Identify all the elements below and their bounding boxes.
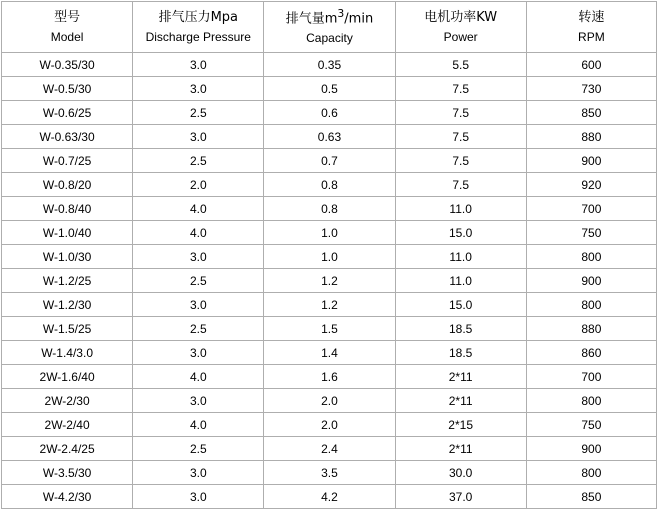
cell-capacity: 4.2 xyxy=(264,485,395,509)
cell-power: 37.0 xyxy=(395,485,526,509)
cell-rpm: 700 xyxy=(526,365,656,389)
cell-model: W-0.7/25 xyxy=(2,149,133,173)
cell-rpm: 600 xyxy=(526,53,656,77)
cell-rpm: 800 xyxy=(526,245,656,269)
cell-power: 11.0 xyxy=(395,269,526,293)
cell-capacity: 1.0 xyxy=(264,245,395,269)
column-header-capacity-cn xyxy=(266,7,392,28)
cell-discharge-pressure: 3.0 xyxy=(133,341,264,365)
cell-power: 7.5 xyxy=(395,149,526,173)
cell-model: W-1.2/30 xyxy=(2,293,133,317)
table-row xyxy=(2,125,657,149)
table-row xyxy=(2,269,657,293)
table-row xyxy=(2,221,657,245)
cell-capacity: 0.6 xyxy=(264,101,395,125)
cell-power: 2*15 xyxy=(395,413,526,437)
cell-power: 7.5 xyxy=(395,77,526,101)
cell-power: 18.5 xyxy=(395,317,526,341)
cell-capacity: 2.0 xyxy=(264,413,395,437)
cell-model: W-3.5/30 xyxy=(2,461,133,485)
cell-model: 2W-2/40 xyxy=(2,413,133,437)
cell-power: 2*11 xyxy=(395,365,526,389)
cell-discharge-pressure: 4.0 xyxy=(133,413,264,437)
cell-discharge-pressure: 2.5 xyxy=(133,149,264,173)
cell-discharge-pressure: 2.5 xyxy=(133,101,264,125)
cell-rpm: 880 xyxy=(526,125,656,149)
cell-discharge-pressure: 2.5 xyxy=(133,269,264,293)
cell-model: W-0.6/25 xyxy=(2,101,133,125)
column-header-discharge-pressure-en: Discharge Pressure xyxy=(145,29,251,44)
capacity-cn-prefix: 排气量m xyxy=(285,11,338,27)
column-header-capacity xyxy=(264,2,395,53)
cell-capacity: 2.4 xyxy=(264,437,395,461)
column-header-capacity-en: Capacity xyxy=(306,31,353,46)
table-row xyxy=(2,317,657,341)
capacity-cn-superscript: 3 xyxy=(337,7,345,21)
table-row xyxy=(2,245,657,269)
cell-rpm: 750 xyxy=(526,413,656,437)
table-row xyxy=(2,77,657,101)
cell-model: W-1.0/40 xyxy=(2,221,133,245)
cell-capacity: 0.8 xyxy=(264,173,395,197)
cell-power: 2*11 xyxy=(395,389,526,413)
cell-discharge-pressure: 4.0 xyxy=(133,197,264,221)
cell-model: W-0.8/40 xyxy=(2,197,133,221)
cell-discharge-pressure: 2.5 xyxy=(133,437,264,461)
cell-model: W-0.5/30 xyxy=(2,77,133,101)
cell-rpm: 800 xyxy=(526,389,656,413)
column-header-model xyxy=(2,2,133,53)
cell-model: 2W-1.6/40 xyxy=(2,365,133,389)
cell-discharge-pressure: 3.0 xyxy=(133,389,264,413)
cell-rpm: 900 xyxy=(526,269,656,293)
cell-discharge-pressure: 4.0 xyxy=(133,221,264,245)
cell-power: 2*11 xyxy=(395,437,526,461)
column-header-rpm-en: RPM xyxy=(578,29,605,44)
table-row xyxy=(2,389,657,413)
cell-capacity: 1.4 xyxy=(264,341,395,365)
cell-model: W-0.8/20 xyxy=(2,173,133,197)
cell-model: W-1.2/25 xyxy=(2,269,133,293)
cell-discharge-pressure: 4.0 xyxy=(133,365,264,389)
table-row xyxy=(2,413,657,437)
cell-discharge-pressure: 3.0 xyxy=(133,77,264,101)
cell-discharge-pressure: 3.0 xyxy=(133,125,264,149)
cell-power: 15.0 xyxy=(395,221,526,245)
table-header xyxy=(2,2,657,53)
specification-table xyxy=(1,1,657,509)
cell-model: W-4.2/30 xyxy=(2,485,133,509)
table-row xyxy=(2,197,657,221)
cell-power: 30.0 xyxy=(395,461,526,485)
table-row xyxy=(2,293,657,317)
cell-capacity: 0.7 xyxy=(264,149,395,173)
cell-rpm: 700 xyxy=(526,197,656,221)
cell-power: 7.5 xyxy=(395,173,526,197)
cell-rpm: 730 xyxy=(526,77,656,101)
cell-rpm: 920 xyxy=(526,173,656,197)
cell-rpm: 900 xyxy=(526,149,656,173)
cell-rpm: 750 xyxy=(526,221,656,245)
column-header-power-en: Power xyxy=(443,29,478,44)
cell-model: 2W-2.4/25 xyxy=(2,437,133,461)
cell-capacity: 2.0 xyxy=(264,389,395,413)
cell-discharge-pressure: 3.0 xyxy=(133,245,264,269)
cell-capacity: 0.63 xyxy=(264,125,395,149)
table-body xyxy=(2,53,657,509)
cell-discharge-pressure: 2.5 xyxy=(133,317,264,341)
column-header-power-cn: 电机功率KW xyxy=(424,10,498,26)
cell-discharge-pressure: 3.0 xyxy=(133,53,264,77)
cell-rpm: 880 xyxy=(526,317,656,341)
cell-capacity: 0.5 xyxy=(264,77,395,101)
cell-rpm: 800 xyxy=(526,293,656,317)
cell-rpm: 850 xyxy=(526,101,656,125)
cell-power: 11.0 xyxy=(395,245,526,269)
cell-rpm: 800 xyxy=(526,461,656,485)
cell-capacity: 1.0 xyxy=(264,221,395,245)
column-header-discharge-pressure xyxy=(133,2,264,53)
cell-power: 7.5 xyxy=(395,125,526,149)
table-row xyxy=(2,437,657,461)
cell-capacity: 0.8 xyxy=(264,197,395,221)
column-header-rpm-cn: 转速 xyxy=(578,10,605,26)
cell-discharge-pressure: 2.0 xyxy=(133,173,264,197)
cell-power: 11.0 xyxy=(395,197,526,221)
cell-rpm: 860 xyxy=(526,341,656,365)
cell-power: 7.5 xyxy=(395,101,526,125)
cell-capacity: 1.6 xyxy=(264,365,395,389)
table-header-row xyxy=(2,2,657,53)
cell-model: W-0.63/30 xyxy=(2,125,133,149)
cell-capacity: 3.5 xyxy=(264,461,395,485)
table-row xyxy=(2,173,657,197)
column-header-model-cn: 型号 xyxy=(54,10,81,26)
capacity-cn-suffix: /min xyxy=(344,11,374,27)
table-row xyxy=(2,149,657,173)
cell-capacity: 1.2 xyxy=(264,269,395,293)
cell-model: W-1.0/30 xyxy=(2,245,133,269)
cell-discharge-pressure: 3.0 xyxy=(133,485,264,509)
column-header-rpm xyxy=(526,2,656,53)
cell-discharge-pressure: 3.0 xyxy=(133,461,264,485)
cell-capacity: 1.5 xyxy=(264,317,395,341)
column-header-model-en: Model xyxy=(50,29,84,44)
cell-model: W-0.35/30 xyxy=(2,53,133,77)
cell-capacity: 1.2 xyxy=(264,293,395,317)
cell-power: 15.0 xyxy=(395,293,526,317)
cell-power: 18.5 xyxy=(395,341,526,365)
table-row xyxy=(2,461,657,485)
cell-rpm: 850 xyxy=(526,485,656,509)
cell-model: 2W-2/30 xyxy=(2,389,133,413)
table-row xyxy=(2,485,657,509)
table-row xyxy=(2,341,657,365)
cell-model: W-1.5/25 xyxy=(2,317,133,341)
cell-model: W-1.4/3.0 xyxy=(2,341,133,365)
cell-rpm: 900 xyxy=(526,437,656,461)
cell-capacity: 0.35 xyxy=(264,53,395,77)
table-row xyxy=(2,101,657,125)
table-row xyxy=(2,53,657,77)
table-row xyxy=(2,365,657,389)
column-header-discharge-pressure-cn: 排气压力Mpa xyxy=(158,10,238,26)
column-header-power xyxy=(395,2,526,53)
cell-power: 5.5 xyxy=(395,53,526,77)
cell-discharge-pressure: 3.0 xyxy=(133,293,264,317)
